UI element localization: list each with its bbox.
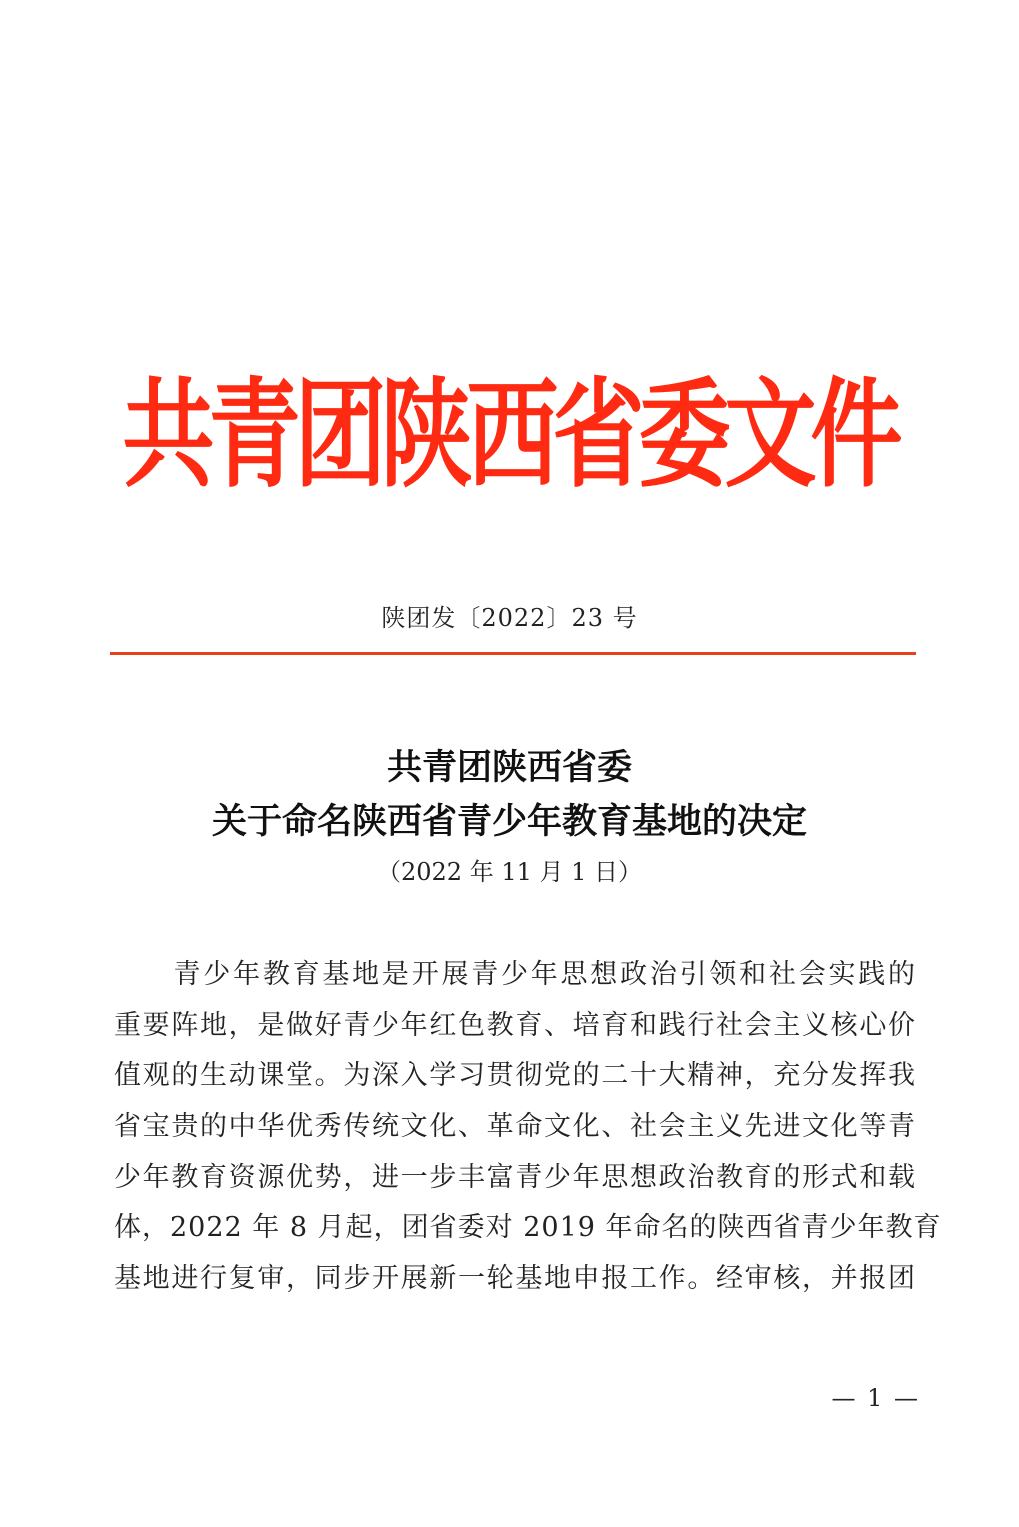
body-line: 重要阵地，是做好青少年红色教育、培育和践行社会主义核心价 <box>114 1009 916 1041</box>
title-line-2: 关于命名陕西省青少年教育基地的决定 <box>211 801 807 842</box>
body-line: 基地进行复审，同步开展新一轮基地申报工作。经审核，并报团 <box>114 1263 916 1295</box>
body-line: 青少年教育基地是开展青少年思想政治引领和社会实践的 <box>114 959 916 990</box>
document-masthead: 共青团陕西省委文件 <box>122 366 897 504</box>
body-line: 省宝贵的中华优秀传统文化、革命文化、社会主义先进文化等青 <box>114 1111 916 1143</box>
title-line-1: 共青团陕西省委 <box>386 747 632 788</box>
page-number: — 1 — <box>831 1384 920 1412</box>
body-line: 少年教育资源优势，进一步丰富青少年思想政治教育的形式和载 <box>114 1161 916 1193</box>
title-date: （2022 年 11 月 1 日） <box>376 858 643 886</box>
body-line: 体，2022 年 8 月起，团省委对 2019 年命名的陕西省青少年教育 <box>114 1212 942 1244</box>
body-paragraph <box>114 950 942 1305</box>
red-separator-rule <box>110 652 916 655</box>
document-number: 陕团发〔2022〕23 号 <box>381 604 638 632</box>
body-line: 值观的生动课堂。为深入学习贯彻党的二十大精神，充分发挥我 <box>114 1060 916 1092</box>
